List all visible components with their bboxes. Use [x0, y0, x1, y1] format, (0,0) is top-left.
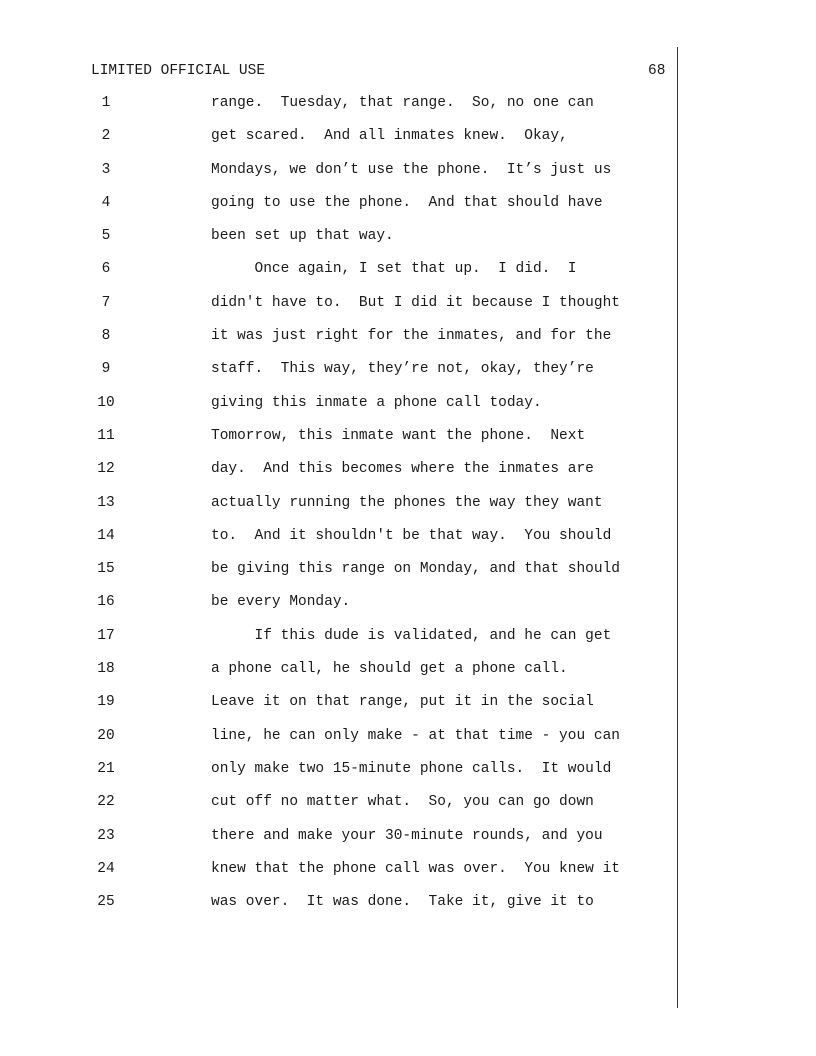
- line-text: knew that the phone call was over. You knew it: [211, 860, 620, 877]
- line-text: only make two 15-minute phone calls. It would: [211, 760, 612, 777]
- line-text: Mondays, we don’t use the phone. It’s just us: [211, 161, 612, 178]
- line-text: it was just right for the inmates, and for the: [211, 328, 612, 345]
- line-number: 4: [101, 194, 111, 211]
- line-text: to. And it shouldn't be that way. You should: [211, 527, 612, 544]
- line-text: range. Tuesday, that range. So, no one can: [211, 95, 594, 111]
- transcript-line: [0, 161, 816, 194]
- line-text: didn't have to. But I did it because I thought: [211, 294, 620, 311]
- line-text: be every Monday.: [211, 594, 351, 611]
- line-text: Tomorrow, this inmate want the phone. Next: [211, 427, 586, 444]
- transcript-line: [0, 394, 816, 427]
- line-text: staff. This way, they’re not, okay, they’re: [211, 361, 594, 378]
- line-number: 22: [97, 794, 115, 811]
- line-text: was over. It was done. Take it, give it to: [211, 894, 594, 911]
- line-number: 18: [97, 661, 115, 678]
- transcript-line: [0, 260, 816, 293]
- line-text: day. And this becomes where the inmates are: [211, 461, 594, 478]
- line-text: Leave it on that range, put it in the social: [211, 694, 594, 711]
- line-text: be giving this range on Monday, and that should: [211, 561, 620, 578]
- transcript-line: [0, 294, 816, 327]
- line-number: 8: [101, 328, 111, 345]
- line-text: there and make your 30-minute rounds, and you: [211, 827, 603, 844]
- classification-header: LIMITED OFFICIAL USE: [91, 63, 266, 79]
- transcript-line: [0, 360, 816, 393]
- line-number: 24: [97, 860, 115, 877]
- line-number: 5: [101, 228, 111, 245]
- line-number: 21: [97, 760, 115, 777]
- transcript-line: [0, 427, 816, 460]
- transcript-line: [0, 527, 816, 560]
- transcript-line: [0, 227, 816, 260]
- line-number: 16: [97, 594, 115, 611]
- line-text: actually running the phones the way they want: [211, 494, 603, 511]
- transcript-line: [0, 860, 816, 893]
- transcript-lines: [0, 94, 816, 926]
- line-number: 13: [97, 494, 115, 511]
- transcript-line: [0, 560, 816, 593]
- line-number: 23: [97, 827, 115, 844]
- line-number: 3: [101, 161, 111, 178]
- line-text: cut off no matter what. So, you can go down: [211, 794, 594, 811]
- line-number: 7: [101, 294, 111, 311]
- page-number: 68: [648, 63, 666, 79]
- line-number: 14: [97, 527, 115, 544]
- line-text: If this dude is validated, and he can get: [211, 627, 612, 644]
- line-number: 11: [97, 427, 115, 444]
- line-text: giving this inmate a phone call today.: [211, 394, 542, 411]
- line-number: 20: [97, 727, 115, 744]
- transcript-line: [0, 593, 816, 626]
- line-text: get scared. And all inmates knew. Okay,: [211, 128, 568, 145]
- transcript-line: [0, 760, 816, 793]
- line-number: 6: [101, 261, 111, 278]
- transcript-line: [0, 460, 816, 493]
- line-number: 10: [97, 394, 115, 411]
- line-text: going to use the phone. And that should have: [211, 194, 603, 211]
- transcript-line: [0, 893, 816, 926]
- line-text: Once again, I set that up. I did. I: [211, 261, 577, 278]
- line-number: 9: [101, 361, 111, 378]
- transcript-line: [0, 660, 816, 693]
- line-number: 1: [101, 95, 111, 111]
- transcript-line: [0, 727, 816, 760]
- transcript-line: [0, 327, 816, 360]
- transcript-line: [0, 793, 816, 826]
- transcript-line: [0, 627, 816, 660]
- line-number: 12: [97, 461, 115, 478]
- line-number: 2: [101, 128, 111, 145]
- line-number: 17: [97, 627, 115, 644]
- line-text: been set up that way.: [211, 228, 394, 245]
- transcript-line: [0, 194, 816, 227]
- line-text: a phone call, he should get a phone call.: [211, 661, 568, 678]
- transcript-line: [0, 693, 816, 726]
- line-text: line, he can only make - at that time - you can: [211, 727, 620, 744]
- transcript-line: [0, 494, 816, 527]
- transcript-line: [0, 127, 816, 160]
- line-number: 25: [97, 894, 115, 911]
- line-number: 19: [97, 694, 115, 711]
- transcript-line: [0, 94, 816, 127]
- transcript-line: [0, 827, 816, 860]
- line-number: 15: [97, 561, 115, 578]
